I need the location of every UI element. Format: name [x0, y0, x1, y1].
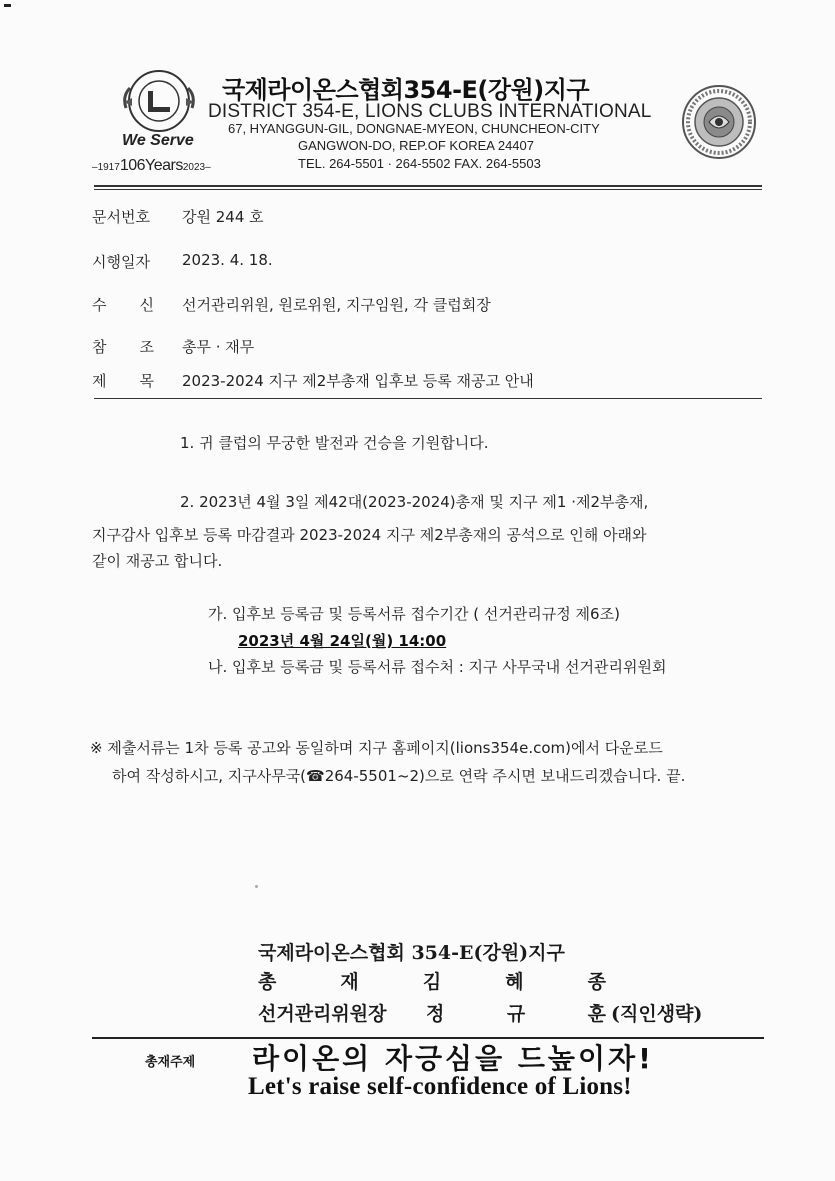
motto-english: Let's raise self-confidence of Lions! [248, 1073, 632, 1100]
note-line-1: ※ 제출서류는 1차 등록 공고와 동일하며 지구 홈페이지(lions354e.com)에서 다운로드 [90, 739, 663, 757]
we-serve-motto: We Serve [122, 132, 194, 149]
signature-org: 국제라이온스협회 354-E(강원)지구 [258, 942, 565, 964]
paragraph-1: 1. 귀 클럽의 무궁한 발전과 건승을 기원합니다. [180, 434, 489, 452]
governor-title-char-1: 총 [258, 971, 277, 993]
issue-date: 2023. 4. 18. [182, 251, 273, 269]
years-count: 106Years [119, 157, 183, 174]
recipient-label-char-1: 수 [92, 296, 107, 314]
chair-title: 선거관리위원장 [258, 1003, 387, 1025]
chair-name-char-2: 규 [506, 1003, 526, 1025]
motto-korean: 라이온의 자긍심을 드높이자! [252, 1042, 654, 1075]
governor-name-char-3: 종 [587, 971, 606, 993]
years-badge: –1917106Years2023– [92, 157, 211, 174]
reference: 총무 · 재무 [182, 338, 255, 356]
paragraph-2-line-2: 지구감사 입후보 등록 마감결과 2023-2024 지구 제2부총재의 공석으로 인해 아래와 [92, 526, 647, 544]
chair-name-char-1: 정 [426, 1003, 445, 1025]
subject-label [92, 370, 154, 391]
phone-fax-line: TEL. 264-5501 · 264-5502 FAX. 264-5503 [298, 156, 541, 171]
deadline: 2023년 4월 24일(월) 14:00 [238, 632, 447, 650]
governor-line [258, 967, 606, 994]
item-ga: 가. 입후보 등록금 및 등록서류 접수기간 ( 선거관리규정 제6조) [208, 605, 620, 623]
reference-label [92, 336, 154, 357]
recipient-label-char-2: 신 [139, 296, 154, 314]
chair-name [426, 999, 606, 1026]
governor-title-char-2: 재 [340, 971, 359, 993]
org-name-english: DISTRICT 354-E, LIONS CLUBS INTERNATIONAL [208, 101, 652, 122]
address-line-2: GANGWON-DO, REP.OF KOREA 24407 [298, 138, 534, 153]
paragraph-2-line-1: 2. 2023년 4월 3일 제42대(2023-2024)총재 및 지구 제1 ·제2부총재, [180, 493, 649, 511]
years-start: 1917 [97, 162, 120, 173]
recipients: 선거관리위원, 원로위원, 지구임원, 각 클럽회장 [182, 296, 491, 314]
governor-name-char-1: 김 [422, 971, 442, 993]
years-end: 2023 [182, 162, 206, 173]
motto-label: 총재주제 [145, 1055, 196, 1070]
paragraph-2-line-3: 같이 재공고 합니다. [92, 552, 223, 570]
org-name-korean: 국제라이온스협회354-E(강원)지구 [222, 76, 590, 104]
seal-omitted-note: (직인생략) [611, 1003, 703, 1025]
date-label: 시행일자 [92, 253, 150, 271]
chair-name-char-3: 훈 [587, 1003, 606, 1025]
subject: 2023-2024 지구 제2부총재 입후보 등록 재공고 안내 [182, 372, 534, 390]
district-seal-icon [681, 84, 757, 160]
note-line-2: 하여 작성하시고, 지구사무국(☎264-5501~2)으로 연락 주시면 보내드리겠습니다. 끝. [112, 767, 686, 785]
address-line-1: 67, HYANGGUN-GIL, DONGNAE-MYEON, CHUNCHEON-CITY [228, 121, 600, 136]
header-rule-thin [94, 189, 762, 190]
lions-emblem-icon [120, 66, 198, 136]
subject-label-char-1: 제 [92, 372, 107, 390]
doc-number-label: 문서번호 [92, 208, 150, 226]
doc-number: 강원 244 호 [182, 208, 264, 226]
subject-label-char-2: 목 [139, 372, 154, 390]
header-rule-thick [94, 185, 762, 187]
recipient-label [92, 294, 154, 315]
corner-mark [4, 4, 11, 7]
scan-speck [255, 885, 258, 888]
item-na: 나. 입후보 등록금 및 등록서류 접수처 : 지구 사무국내 선거관리위원회 [208, 658, 667, 676]
governor-name-char-2: 혜 [505, 971, 524, 993]
subject-rule [94, 398, 762, 399]
reference-label-char-2: 조 [139, 338, 154, 356]
reference-label-char-1: 참 [92, 338, 107, 356]
